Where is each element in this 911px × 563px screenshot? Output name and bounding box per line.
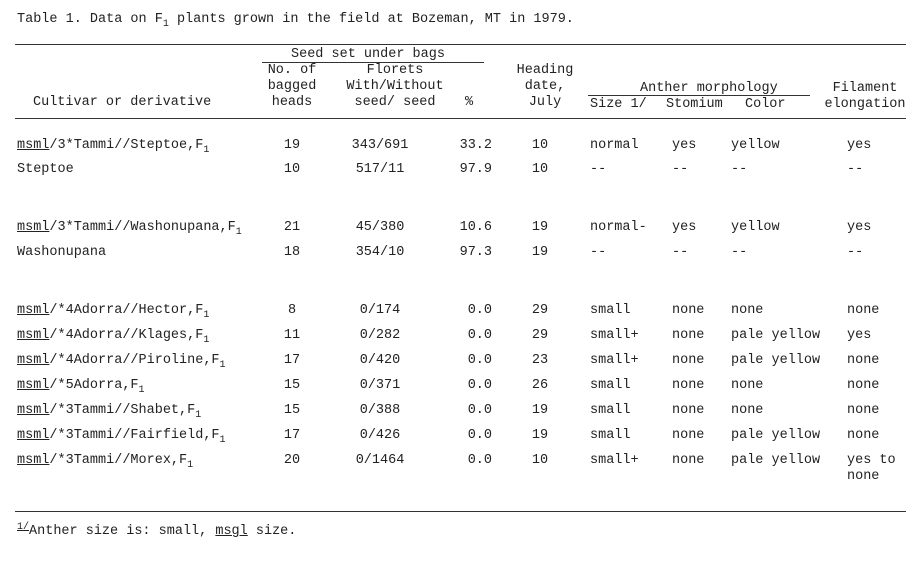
anther-size-cell: small bbox=[590, 303, 631, 318]
anther-size-cell: -- bbox=[590, 245, 607, 260]
cultivar-prefix: msml bbox=[17, 453, 50, 468]
heading-date-cell: 10 bbox=[531, 162, 549, 177]
cultivar-name: /*4Adorra//Piroline,F bbox=[49, 353, 220, 368]
percent-cell: 0.0 bbox=[467, 328, 492, 343]
heading-date-cell: 19 bbox=[531, 403, 549, 418]
anther-color-cell: pale yellow bbox=[731, 328, 821, 343]
cultivar-subscript: 1 bbox=[219, 360, 226, 371]
filament-cell: yes bbox=[847, 328, 872, 343]
cultivar-prefix: msml bbox=[17, 328, 50, 343]
cultivar-prefix: msml bbox=[17, 138, 50, 153]
bagged-heads-cell: 15 bbox=[283, 378, 301, 393]
florets-cell: 354/10 bbox=[355, 245, 405, 260]
heading-date-cell: 29 bbox=[531, 328, 549, 343]
anther-size-cell: small+ bbox=[590, 328, 639, 343]
filament-cell: yes bbox=[847, 220, 872, 235]
heading-date-cell: 29 bbox=[531, 303, 549, 318]
anther-size-cell: small+ bbox=[590, 453, 639, 468]
anther-size-cell: -- bbox=[590, 162, 607, 177]
stomium-cell: -- bbox=[672, 162, 689, 177]
florets-cell: 0/388 bbox=[359, 403, 401, 418]
cultivar-cell bbox=[17, 245, 106, 260]
cultivar-cell bbox=[17, 428, 226, 446]
heading-date-header-line1: Heading bbox=[516, 63, 574, 78]
cultivar-name: /3*Tammi//Steptoe,F bbox=[49, 138, 204, 153]
anther-color-cell: yellow bbox=[731, 138, 780, 153]
anther-color-cell: yellow bbox=[731, 220, 780, 235]
cultivar-subscript: 1 bbox=[219, 435, 226, 446]
bagged-heads-cell: 8 bbox=[287, 303, 297, 318]
heading-date-cell: 19 bbox=[531, 428, 549, 443]
bagged-heads-cell: 18 bbox=[283, 245, 301, 260]
filament-cell: -- bbox=[847, 162, 864, 177]
heading-date-cell: 10 bbox=[531, 138, 549, 153]
bagged-heads-header-line1: No. of bbox=[267, 63, 317, 78]
anther-color-cell: -- bbox=[731, 162, 748, 177]
table-bottom-rule bbox=[15, 511, 906, 512]
florets-cell: 343/691 bbox=[351, 138, 409, 153]
anther-size-cell: small bbox=[590, 428, 631, 443]
florets-cell: 517/11 bbox=[355, 162, 405, 177]
percent-cell: 0.0 bbox=[467, 378, 492, 393]
florets-cell: 0/426 bbox=[359, 428, 401, 443]
percent-cell: 0.0 bbox=[467, 403, 492, 418]
florets-header-line3: seed/ seed bbox=[354, 95, 436, 110]
size-header: Size 1/ bbox=[590, 97, 647, 112]
anther-size-cell: small+ bbox=[590, 353, 639, 368]
stomium-cell: none bbox=[672, 428, 705, 443]
cultivar-name: /*3Tammi//Fairfield,F bbox=[49, 428, 220, 443]
filament-cell: none bbox=[847, 378, 880, 393]
percent-header: % bbox=[465, 95, 474, 110]
percent-cell: 97.3 bbox=[459, 245, 492, 260]
florets-cell: 0/282 bbox=[359, 328, 401, 343]
bagged-heads-cell: 19 bbox=[283, 138, 301, 153]
bagged-heads-cell: 17 bbox=[283, 428, 301, 443]
seed-set-header: Seed set under bags bbox=[291, 47, 445, 62]
filament-cell-line2: none bbox=[847, 469, 880, 484]
anther-size-cell: small bbox=[590, 378, 631, 393]
cultivar-prefix: msml bbox=[17, 403, 50, 418]
footnote-text-end: size. bbox=[247, 524, 297, 539]
bagged-heads-cell: 15 bbox=[283, 403, 301, 418]
cultivar-prefix: msml bbox=[17, 428, 50, 443]
percent-cell: 97.9 bbox=[459, 162, 492, 177]
footnote-text: Anther size is: small, bbox=[29, 524, 216, 539]
anther-color-cell: pale yellow bbox=[731, 453, 821, 468]
bagged-heads-header-line2: bagged bbox=[267, 79, 317, 94]
cultivar-name: Steptoe bbox=[17, 162, 74, 177]
anther-size-cell: small bbox=[590, 403, 631, 418]
anther-color-cell: -- bbox=[731, 245, 748, 260]
anther-color-cell: none bbox=[731, 403, 764, 418]
anther-color-cell: none bbox=[731, 303, 764, 318]
anther-size-cell: normal- bbox=[590, 220, 647, 235]
header-bottom-rule bbox=[15, 118, 906, 119]
cultivar-name: /*3Tammi//Shabet,F bbox=[49, 403, 196, 418]
filament-cell: yes bbox=[847, 138, 872, 153]
cultivar-subscript: 1 bbox=[203, 310, 210, 321]
bagged-heads-cell: 10 bbox=[283, 162, 301, 177]
florets-cell: 45/380 bbox=[355, 220, 405, 235]
cultivar-subscript: 1 bbox=[203, 335, 210, 346]
stomium-header: Stomium bbox=[666, 97, 723, 112]
percent-cell: 0.0 bbox=[467, 353, 492, 368]
bagged-heads-header-line3: heads bbox=[271, 95, 313, 110]
florets-cell: 0/371 bbox=[359, 378, 401, 393]
filament-cell: none bbox=[847, 403, 880, 418]
filament-header-line2: elongation bbox=[824, 97, 906, 112]
percent-cell: 0.0 bbox=[467, 428, 492, 443]
heading-date-header-line2: date, bbox=[524, 79, 566, 94]
stomium-cell: -- bbox=[672, 245, 689, 260]
stomium-cell: yes bbox=[672, 220, 697, 235]
heading-date-cell: 10 bbox=[531, 453, 549, 468]
anther-size-cell: normal bbox=[590, 138, 639, 153]
florets-header-line2: With/Without bbox=[346, 79, 444, 94]
cultivar-name: /*4Adorra//Hector,F bbox=[49, 303, 204, 318]
anther-color-cell: none bbox=[731, 378, 764, 393]
cultivar-name: /3*Tammi//Washonupana,F bbox=[49, 220, 236, 235]
footnote bbox=[17, 524, 296, 539]
stomium-cell: none bbox=[672, 328, 705, 343]
cultivar-name: /*4Adorra//Klages,F bbox=[49, 328, 204, 343]
florets-cell: 0/1464 bbox=[355, 453, 405, 468]
filament-cell: none bbox=[847, 303, 880, 318]
percent-cell: 0.0 bbox=[467, 453, 492, 468]
bagged-heads-cell: 21 bbox=[283, 220, 301, 235]
cultivar-name: /*5Adorra,F bbox=[49, 378, 139, 393]
cultivar-header: Cultivar or derivative bbox=[33, 95, 212, 110]
percent-cell: 33.2 bbox=[459, 138, 492, 153]
cultivar-cell bbox=[17, 328, 210, 346]
cultivar-subscript: 1 bbox=[203, 145, 210, 156]
filament-cell: none bbox=[847, 353, 880, 368]
color-header: Color bbox=[745, 97, 786, 112]
cultivar-cell bbox=[17, 162, 74, 177]
cultivar-cell bbox=[17, 220, 242, 238]
filament-cell: none bbox=[847, 428, 880, 443]
cultivar-cell bbox=[17, 138, 210, 156]
filament-cell: yes to bbox=[847, 453, 896, 468]
stomium-cell: none bbox=[672, 303, 705, 318]
florets-cell: 0/420 bbox=[359, 353, 401, 368]
cultivar-subscript: 1 bbox=[195, 410, 202, 421]
anther-color-cell: pale yellow bbox=[731, 428, 821, 443]
stomium-cell: none bbox=[672, 378, 705, 393]
title-subscript: 1 bbox=[162, 19, 169, 30]
percent-cell: 10.6 bbox=[459, 220, 492, 235]
cultivar-cell bbox=[17, 353, 226, 371]
stomium-cell: none bbox=[672, 403, 705, 418]
title-text-suffix: plants grown in the field at Bozeman, MT in 1979. bbox=[168, 12, 574, 27]
florets-cell: 0/174 bbox=[359, 303, 401, 318]
heading-date-cell: 19 bbox=[531, 245, 549, 260]
bagged-heads-cell: 20 bbox=[283, 453, 301, 468]
footnote-underlined: msgl bbox=[215, 524, 248, 539]
heading-date-cell: 23 bbox=[531, 353, 549, 368]
top-rule bbox=[15, 44, 906, 45]
cultivar-subscript: 1 bbox=[235, 227, 242, 238]
bagged-heads-cell: 11 bbox=[283, 328, 301, 343]
bagged-heads-cell: 17 bbox=[283, 353, 301, 368]
cultivar-prefix: msml bbox=[17, 220, 50, 235]
anther-color-cell: pale yellow bbox=[731, 353, 821, 368]
stomium-cell: yes bbox=[672, 138, 697, 153]
florets-header-line1: Florets bbox=[366, 63, 424, 78]
stomium-cell: none bbox=[672, 353, 705, 368]
footnote-mark: 1/ bbox=[17, 522, 30, 533]
heading-date-cell: 26 bbox=[531, 378, 549, 393]
cultivar-cell bbox=[17, 378, 145, 396]
heading-date-header-line3: July bbox=[528, 95, 562, 110]
cultivar-prefix: msml bbox=[17, 353, 50, 368]
heading-date-cell: 19 bbox=[531, 220, 549, 235]
cultivar-subscript: 1 bbox=[187, 460, 194, 471]
cultivar-prefix: msml bbox=[17, 303, 50, 318]
cultivar-cell bbox=[17, 403, 202, 421]
cultivar-name: Washonupana bbox=[17, 245, 107, 260]
title-text: Table 1. Data on F bbox=[17, 12, 163, 27]
anther-morphology-header: Anther morphology bbox=[640, 81, 778, 96]
stomium-cell: none bbox=[672, 453, 705, 468]
cultivar-cell bbox=[17, 303, 210, 321]
cultivar-subscript: 1 bbox=[138, 385, 145, 396]
filament-cell: -- bbox=[847, 245, 864, 260]
cultivar-name: /*3Tammi//Morex,F bbox=[49, 453, 188, 468]
filament-header-line1: Filament bbox=[832, 81, 898, 96]
percent-cell: 0.0 bbox=[467, 303, 492, 318]
cultivar-prefix: msml bbox=[17, 378, 50, 393]
table-title bbox=[17, 12, 574, 30]
cultivar-cell bbox=[17, 453, 194, 471]
